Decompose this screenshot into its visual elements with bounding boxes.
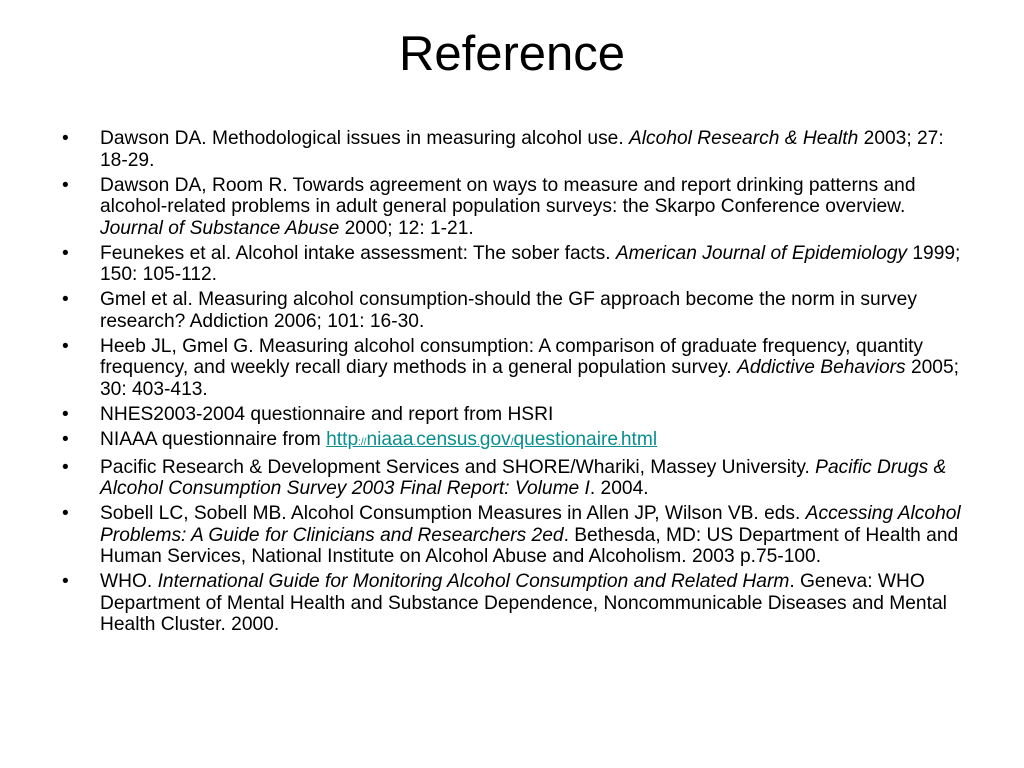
reference-citation: . Geneva: WHO Department of Mental Health and Substance Dependence, Noncommunicable Diseases and Mental Health Cluster. 2000. (100, 571, 947, 635)
reference-journal: American Journal of Epidemiology (615, 242, 908, 264)
reference-item (62, 336, 967, 401)
reference-citation: 2000; 12: 1-21. (339, 217, 474, 239)
reference-journal: International Guide for Monitoring Alcohol Consumption and Related Harm (157, 571, 790, 592)
reference-item (62, 289, 967, 332)
reference-text: NHES2003-2004 questionnaire and report from HSRI (100, 403, 554, 425)
reference-list (62, 128, 967, 639)
reference-item (62, 175, 967, 240)
reference-journal: Pacific Drugs & Alcohol Consumption Survey 2003 Final Report: Volume I (100, 456, 947, 499)
reference-journal: Alcohol Research & Health (629, 128, 859, 149)
bullet-icon: • (62, 128, 69, 149)
bullet-icon: • (62, 428, 69, 450)
reference-citation: 1999; 150: 105-112. (100, 242, 961, 285)
bullet-icon: • (62, 289, 69, 310)
reference-text: Gmel et al. Measuring alcohol consumption-should the GF approach become the norm in survey research? Addiction 2006; 101: 16-30. (100, 289, 917, 332)
niaaa-questionnaire-link[interactable]: http://niaaa.census.gov/questionaire.html (326, 428, 658, 450)
reference-text: Heeb JL, Gmel G. Measuring alcohol consumption: A comparison of graduate frequency, quantity frequency, and weekly recall diary methods in a general population survey. (100, 335, 924, 378)
bullet-icon: • (62, 456, 69, 478)
slide-title: Reference (398, 27, 626, 81)
bullet-icon: • (62, 503, 69, 524)
reference-text: Feunekes et al. Alcohol intake assessment: The sober facts. (100, 242, 616, 264)
reference-citation: 2005; 30: 403-413. (100, 357, 959, 400)
bullet-icon: • (62, 242, 69, 264)
reference-text: Sobell LC, Sobell MB. Alcohol Consumption Measures in Allen JP, Wilson VB. eds. (100, 503, 806, 524)
reference-item (62, 571, 967, 636)
reference-text: WHO. (100, 571, 158, 592)
reference-item (62, 128, 967, 171)
reference-item (62, 457, 967, 500)
reference-text: Dawson DA. Methodological issues in measuring alcohol use. (100, 128, 629, 149)
reference-journal: Addictive Behaviors (737, 357, 906, 378)
bullet-icon: • (62, 571, 69, 592)
bullet-icon: • (62, 335, 69, 357)
reference-item (62, 243, 967, 286)
reference-item (62, 429, 967, 454)
reference-text: Pacific Research & Development Services and SHORE/Whariki, Massey University. (100, 456, 816, 478)
reference-text: NIAAA questionnaire from (100, 428, 327, 450)
reference-citation: . 2004. (589, 478, 649, 499)
reference-journal: Journal of Substance Abuse (100, 217, 340, 239)
reference-item (62, 503, 967, 568)
reference-journal: Accessing Alcohol Problems: A Guide for Clinicians and Researchers 2ed (100, 503, 961, 546)
bullet-icon: • (62, 174, 69, 196)
reference-text: Dawson DA, Room R. Towards agreement on ways to measure and report drinking patterns and alcohol-related problems in adult general population surveys: the Skarpo Conference overview. (100, 174, 916, 217)
reference-citation: . Bethesda, MD: US Department of Health and Human Services, National Institute on Alcohol Abuse and Alcoholism. 2003 p.75-100. (100, 524, 959, 567)
reference-item (62, 404, 967, 426)
reference-citation: 2003; 27: 18-29. (100, 128, 944, 171)
bullet-icon: • (62, 403, 69, 425)
